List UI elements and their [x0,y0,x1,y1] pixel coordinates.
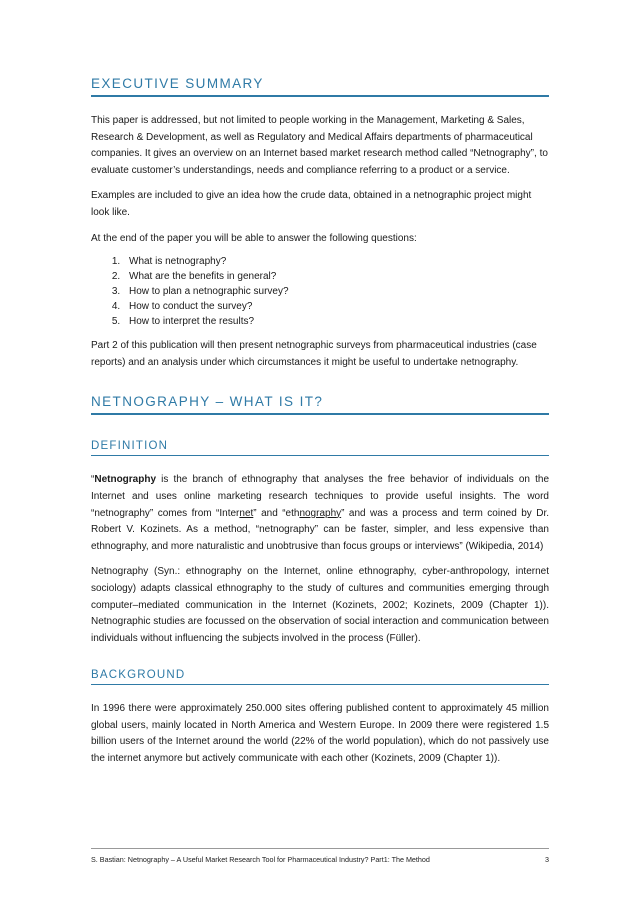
definition-text-part-2: ” and “eth [253,507,300,519]
questions-list [91,254,549,329]
netnography-heading: NETNOGRAPHY – WHAT IS IT? [91,394,549,415]
background-paragraph-1: In 1996 there were approximately 250.000 sites offering published content to approximately 45 million global users, mainly located in North America and Western Europe. In 2009 there were registered 1.5 billion users of the Internet around the world (22% of the world population), which do not passively use the internet anymore but actively communicate with each other (Kozinets, 2009 (Chapter 1)). [91,703,549,765]
definition-paragraph-2: Netnography (Syn.: ethnography on the Internet, online ethnography, cyber-anthropology, internet sociology) adapts classical ethnography to the study of cultures and communities emerging through computer–mediated communication in the Internet (Kozinets, 2002; Kozinets, 2009 (Chapter 1)). Netnographic studies are focussed on the observation of social interaction and communication between individuals without influencing the subjects involved in the process (Füller). [91,566,549,644]
definition-heading: DEFINITION [91,440,549,456]
underlined-nography: nography [299,507,342,519]
page-number: 3 [545,855,549,864]
footer-text: S. Bastian: Netnography – A Useful Market Research Tool for Pharmaceutical Industry? Part1: The Method [91,855,430,864]
executive-summary-paragraph-2: Examples are included to give an idea how the crude data, obtained in a netnographic project might look like. [91,190,532,218]
list-item: 1. What is netnography? [123,254,549,269]
executive-summary-paragraph-1: This paper is addressed, but not limited to people working in the Management, Marketing & Sales, Research & Development, as well as Regulatory and Medical Affairs departments of pharmaceutical companies. It gives an overview on an Internet based market research method called “Netnography”, to evaluate customer’s understandings, needs and compliance referring to a product or a service. [91,115,548,176]
background-heading: BACKGROUND [91,669,549,685]
page-content [91,76,549,768]
definition-text-part-1: is the branch of ethnography that analyses the free behavior of individuals on the Internet and uses online marketing research techniques to provide useful insights. The word “netnography” comes from “Inter [91,474,549,519]
page-footer [91,848,549,864]
executive-summary-paragraph-4: Part 2 of this publication will then present netnographic surveys from pharmaceutical industries (case reports) and an analysis under which circumstances it might be useful to undertake netnography. [91,340,537,368]
definition-paragraph-1 [91,472,549,555]
underlined-net: net [239,507,254,519]
definition-term: Netnography [94,474,157,486]
open-quote: “ [91,474,95,486]
definition-text-part-3: ” and was a process and term coined by Dr. Robert V. Kozinets. As a method, “netnography” can be faster, simpler, and less expensive than ethnography, and more naturalistic and unobtrusive than focus groups or interviews” (Wikipedia, 2014) [91,507,549,552]
list-item: 2. What are the benefits in general? [123,269,549,284]
list-item: 5. How to interpret the results? [123,314,549,329]
executive-summary-heading: EXECUTIVE SUMMARY [91,76,549,97]
list-item: 4. How to conduct the survey? [123,299,549,314]
list-item: 3. How to plan a netnographic survey? [123,284,549,299]
executive-summary-paragraph-3: At the end of the paper you will be able to answer the following questions: [91,232,417,244]
